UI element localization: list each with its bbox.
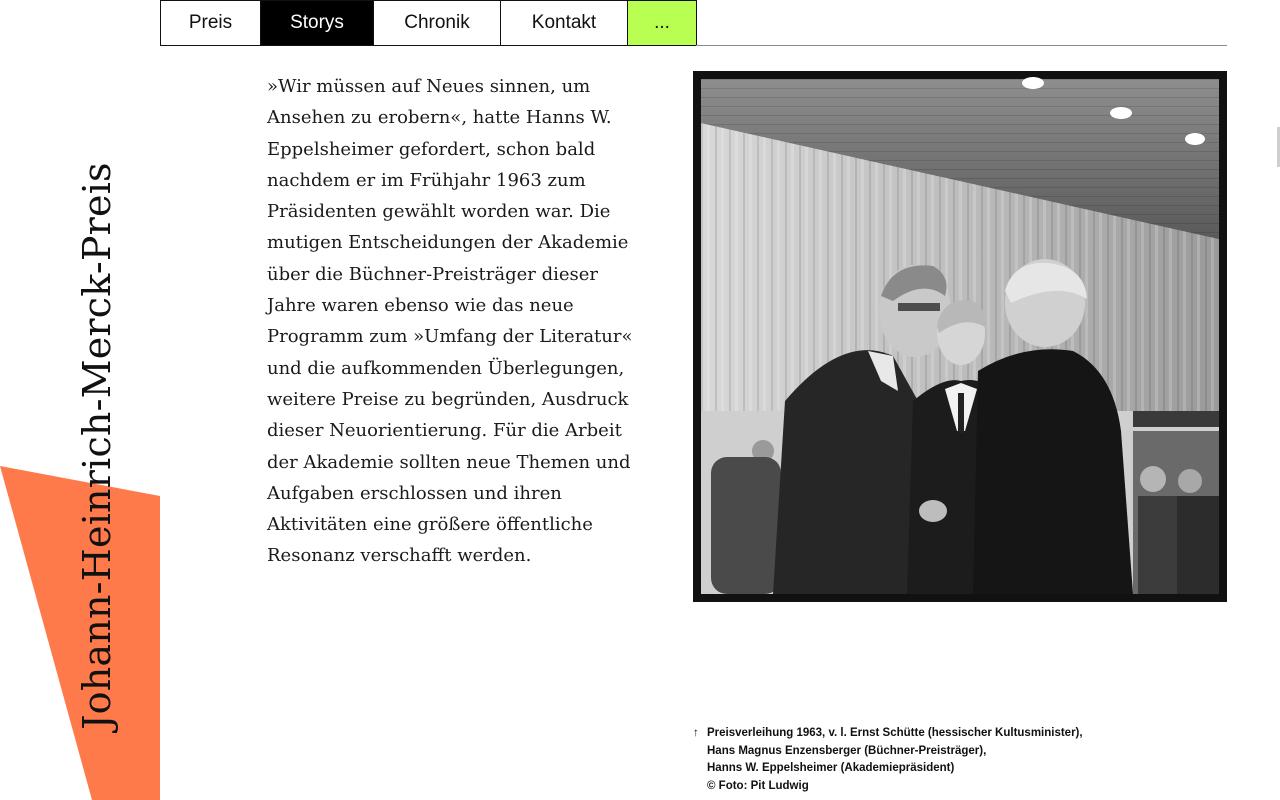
nav-item-kontakt[interactable]: Kontakt [501,0,628,46]
caption-line-1: Preisverleihung 1963, v. l. Ernst Schütte (hessischer Kultusminister), [707,727,1083,739]
nav-item-preis[interactable]: Preis [160,0,261,46]
event-photo [693,71,1227,602]
caption-line-2: Hans Magnus Enzensberger (Büchner-Preisträger), [707,744,987,757]
arrow-up-icon: ↑ [693,727,699,739]
side-title: Johann-Heinrich-Merck-Preis [75,162,119,730]
nav-more-button[interactable]: ... [628,0,697,46]
caption-credit: © Foto: Pit Ludwig [707,779,809,792]
caption-line-3: Hanns W. Eppelsheimer (Akademiepräsident) [707,762,955,774]
story-paragraph: »Wir müssen auf Neues sinnen, um Ansehen zu erobern«, hatte Hanns W. Eppelsheimer gefordert, schon bald nachdem er im Frühjahr 1963 zum Präsidenten gewählt worden war. Die mutigen Entscheidungen der Akademie über die Büchner-Preisträger dieser Jahre waren ebenso wie das neue Programm zum »Umfang der Literatur« und die aufkommenden Überlegungen, weitere Preise zu begründen, Ausdruck dieser Neuorientierung. Für die Arbeit der Akademie sollten neue Themen und Aufgaben erschlossen und ihren Aktivitäten eine größere öffentliche Resonanz verschafft werden. [267,76,633,567]
main-nav [160,0,697,46]
nav-item-storys[interactable]: Storys [261,0,374,46]
nav-divider [696,45,1227,46]
photo-caption [693,725,1083,795]
nav-item-chronik[interactable]: Chronik [374,0,501,46]
